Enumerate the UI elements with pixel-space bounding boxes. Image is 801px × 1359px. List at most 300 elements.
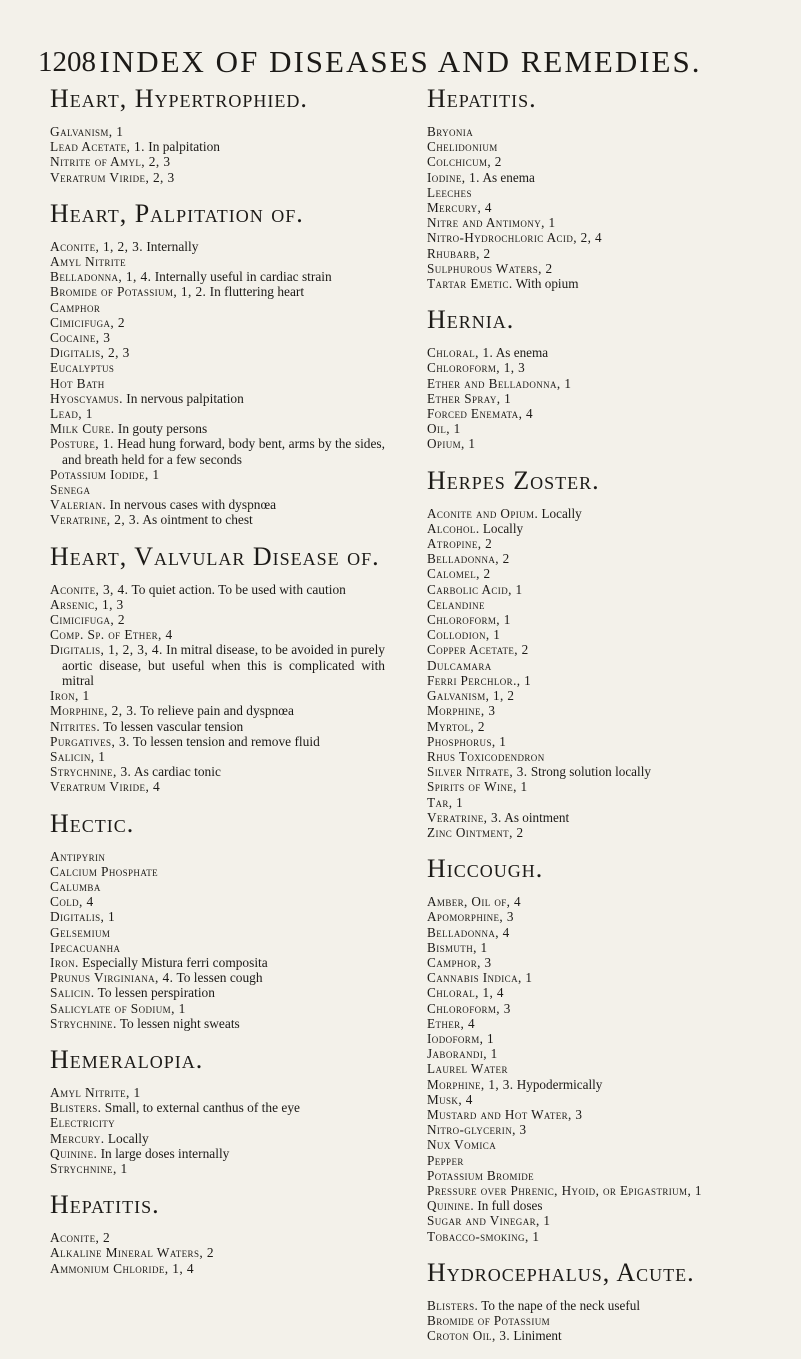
index-entry xyxy=(427,627,772,642)
remedy-name: Arsenic, 1, 3 xyxy=(50,596,124,612)
remedy-name: Gelsemium xyxy=(50,924,111,940)
remedy-name: Prunus Virginiana, 4. xyxy=(50,970,174,986)
index-entry xyxy=(427,985,772,1000)
remedy-note: In palpitation xyxy=(148,139,221,155)
remedy-name: Morphine, 2, 3. xyxy=(50,703,138,719)
index-entry xyxy=(427,719,772,734)
index-entry xyxy=(427,1031,772,1046)
remedy-name: Nux Vomica xyxy=(427,1137,497,1153)
index-entry xyxy=(50,376,385,391)
remedy-name: Belladonna, 4 xyxy=(427,924,510,940)
entry-list xyxy=(427,345,772,451)
index-entry xyxy=(427,597,772,612)
remedy-name: Bismuth, 1 xyxy=(427,939,488,955)
remedy-name: Aconite and Opium. xyxy=(427,505,539,521)
remedy-name: Iodine, 1. xyxy=(427,169,480,185)
index-entry xyxy=(427,909,772,924)
remedy-name: Potassium Iodide, 1 xyxy=(50,466,160,482)
remedy-name: Ether Spray, 1 xyxy=(427,390,512,406)
remedy-name: Ether and Belladonna, 1 xyxy=(427,375,572,391)
index-entry xyxy=(427,345,772,360)
index-entry xyxy=(427,551,772,566)
remedy-name: Croton Oil, 3. xyxy=(427,1328,511,1344)
page-number: 1208 xyxy=(38,46,96,78)
index-entry xyxy=(427,170,772,185)
index-entry xyxy=(50,1245,385,1260)
remedy-name: Lead Acetate, 1. xyxy=(50,139,145,155)
remedy-name: Spirits of Wine, 1 xyxy=(427,779,528,795)
index-entry xyxy=(50,642,385,688)
remedy-name: Hyoscyamus. xyxy=(50,390,123,406)
remedy-name: Pressure over Phrenic, Hyoid, or Epigastrium, 1 xyxy=(427,1182,702,1198)
index-entry xyxy=(427,1122,772,1137)
section-heading: Hepatitis. xyxy=(427,84,537,113)
remedy-name: Rhubarb, 2 xyxy=(427,245,491,261)
remedy-name: Bryonia xyxy=(427,124,474,139)
index-entry xyxy=(427,703,772,718)
index-entry xyxy=(50,627,385,642)
index-entry xyxy=(50,315,385,330)
index-entry xyxy=(50,879,385,894)
remedy-name: Cimicifuga, 2 xyxy=(50,314,126,330)
remedy-name: Laurel Water xyxy=(427,1061,508,1077)
remedy-note: In nervous palpitation xyxy=(126,390,244,406)
index-entry xyxy=(427,230,772,245)
remedy-note: Small, to external canthus of the eye xyxy=(104,1100,300,1116)
remedy-name: Blisters. xyxy=(427,1297,479,1313)
remedy-name: Amyl Nitrite, 1 xyxy=(50,1084,141,1100)
index-entry xyxy=(50,582,385,597)
remedy-note: To lessen night sweats xyxy=(119,1015,240,1031)
index-entry xyxy=(50,688,385,703)
remedy-note: In gouty persons xyxy=(117,421,208,437)
remedy-name: Chloral, 1, 4 xyxy=(427,985,504,1001)
remedy-name: Ether, 4 xyxy=(427,1015,475,1031)
entry-list xyxy=(50,239,385,528)
remedy-note: To quiet action. To be used with caution xyxy=(131,581,346,597)
remedy-name: Dulcamara xyxy=(427,657,492,673)
remedy-note: Locally xyxy=(482,520,524,536)
remedy-name: Digitalis, 1, 2, 3, 4. xyxy=(50,642,163,658)
index-entry xyxy=(50,421,385,436)
remedy-name: Atropine, 2 xyxy=(427,536,493,552)
index-entry xyxy=(427,795,772,810)
remedy-note: Internally useful in cardiac strain xyxy=(154,269,332,285)
index-entry xyxy=(50,955,385,970)
index-entry xyxy=(427,521,772,536)
left-column xyxy=(50,84,385,1290)
index-entry xyxy=(50,1115,385,1130)
index-entry xyxy=(50,779,385,794)
right-column xyxy=(427,84,772,1357)
remedy-name: Phosphorus, 1 xyxy=(427,733,507,749)
index-entry xyxy=(427,276,772,291)
index-entry xyxy=(50,1085,385,1100)
section-heading: Hernia. xyxy=(427,305,515,335)
remedy-name: Mercury, 4 xyxy=(427,200,492,216)
index-entry xyxy=(50,940,385,955)
remedy-name: Galvanism, 1 xyxy=(50,124,124,139)
index-entry xyxy=(427,376,772,391)
remedy-name: Calumba xyxy=(50,878,101,894)
remedy-note: Locally xyxy=(107,1130,149,1146)
section-hepatitis xyxy=(50,1190,385,1276)
section-heading: Heart, Hypertrophied. xyxy=(50,84,308,113)
remedy-name: Comp. Sp. of Ether, 4 xyxy=(50,627,173,643)
remedy-name: Quinine. xyxy=(427,1198,475,1214)
remedy-name: Strychnine, 1 xyxy=(50,1160,128,1176)
index-entry xyxy=(50,1161,385,1176)
index-entry xyxy=(50,139,385,154)
remedy-note: Head hung forward, body bent, arms by the sides, and breath held for a few seconds xyxy=(62,436,385,467)
entry-list xyxy=(50,1230,385,1276)
remedy-name: Chelidonium xyxy=(427,139,498,155)
remedy-name: Jaborandi, 1 xyxy=(427,1046,498,1062)
remedy-name: Colchicum, 2 xyxy=(427,154,502,170)
remedy-name: Bromide of Potassium xyxy=(427,1313,551,1328)
index-entry xyxy=(50,925,385,940)
remedy-name: Milk Cure. xyxy=(50,421,115,437)
index-entry xyxy=(427,734,772,749)
remedy-name: Ipecacuanha xyxy=(50,939,121,955)
index-entry xyxy=(427,940,772,955)
index-entry xyxy=(427,506,772,521)
index-entry xyxy=(50,391,385,406)
remedy-name: Zinc Ointment, 2 xyxy=(427,824,524,840)
index-entry xyxy=(50,124,385,139)
remedy-name: Posture, 1. xyxy=(50,436,114,452)
remedy-name: Ammonium Chloride, 1, 4 xyxy=(50,1260,194,1276)
remedy-name: Mustard and Hot Water, 3 xyxy=(427,1106,583,1122)
remedy-name: Nitrites. xyxy=(50,718,101,734)
remedy-name: Amyl Nitrite xyxy=(50,254,126,270)
remedy-name: Oil, 1 xyxy=(427,421,461,437)
index-entry xyxy=(427,1298,772,1313)
index-entry xyxy=(427,810,772,825)
remedy-name: Iron. xyxy=(50,954,79,970)
index-entry xyxy=(50,436,385,466)
index-entry xyxy=(427,1183,772,1198)
remedy-name: Copper Acetate, 2 xyxy=(427,642,529,658)
section-heading: Heart, Palpitation of. xyxy=(50,198,304,228)
index-entry xyxy=(50,512,385,527)
index-entry xyxy=(427,1077,772,1092)
remedy-note: As ointment to chest xyxy=(142,512,253,528)
index-entry xyxy=(50,406,385,421)
index-entry xyxy=(50,170,385,185)
remedy-name: Galvanism, 1, 2 xyxy=(427,688,515,704)
section-heading: Hemeralopia. xyxy=(50,1044,204,1074)
index-entry xyxy=(50,703,385,718)
index-entry xyxy=(427,673,772,688)
section-heading: Herpes Zoster. xyxy=(427,465,600,495)
remedy-name: Cannabis Indica, 1 xyxy=(427,970,533,986)
entry-list xyxy=(427,506,772,840)
index-entry xyxy=(427,688,772,703)
remedy-name: Potassium Bromide xyxy=(427,1167,535,1183)
remedy-note: As enema xyxy=(495,345,549,361)
remedy-note: To lessen vascular tension xyxy=(103,718,244,734)
remedy-name: Cimicifuga, 2 xyxy=(50,612,126,628)
section-hydrocephalus-acute xyxy=(427,1258,772,1344)
remedy-name: Nitro-Hydrochloric Acid, 2, 4 xyxy=(427,230,603,246)
remedy-note: In full doses xyxy=(477,1198,543,1214)
remedy-name: Belladonna, 2 xyxy=(427,551,510,567)
index-entry xyxy=(50,764,385,779)
index-entry xyxy=(50,239,385,254)
index-entry xyxy=(50,497,385,512)
index-entry xyxy=(427,1229,772,1244)
remedy-note: Locally xyxy=(541,505,582,521)
index-entry xyxy=(50,1001,385,1016)
remedy-name: Nitrite of Amyl, 2, 3 xyxy=(50,154,171,170)
remedy-name: Digitalis, 2, 3 xyxy=(50,345,130,361)
index-entry xyxy=(427,894,772,909)
remedy-name: Salicin. xyxy=(50,985,95,1001)
section-heading: Hiccough. xyxy=(427,854,544,884)
entry-list xyxy=(50,1085,385,1176)
index-entry xyxy=(427,1153,772,1168)
remedy-name: Valerian. xyxy=(50,497,107,513)
entry-list xyxy=(427,894,772,1244)
remedy-name: Veratrum Viride, 4 xyxy=(50,779,161,795)
remedy-name: Cold, 4 xyxy=(50,894,94,910)
section-hernia xyxy=(427,305,772,451)
page-header xyxy=(38,44,763,84)
remedy-name: Belladonna, 1, 4. xyxy=(50,269,152,285)
index-entry xyxy=(427,391,772,406)
index-entry xyxy=(50,1261,385,1276)
index-entry xyxy=(50,909,385,924)
remedy-note: Strong solution locally xyxy=(530,764,651,780)
section-heading: Hectic. xyxy=(50,808,135,838)
index-entry xyxy=(50,849,385,864)
remedy-name: Iodoform, 1 xyxy=(427,1030,494,1046)
remedy-note: As ointment xyxy=(504,809,570,825)
remedy-name: Rhus Toxicodendron xyxy=(427,748,545,764)
remedy-name: Opium, 1 xyxy=(427,436,476,452)
index-entry xyxy=(427,779,772,794)
remedy-note: Liniment xyxy=(513,1328,562,1344)
remedy-name: Forced Enemata, 4 xyxy=(427,406,533,422)
index-entry xyxy=(50,1131,385,1146)
index-entry xyxy=(427,261,772,276)
index-entry xyxy=(427,1328,772,1343)
index-entry xyxy=(427,421,772,436)
remedy-name: Nitre and Antimony, 1 xyxy=(427,215,556,231)
remedy-name: Sugar and Vinegar, 1 xyxy=(427,1213,551,1229)
index-entry xyxy=(50,300,385,315)
index-entry xyxy=(427,1092,772,1107)
remedy-name: Morphine, 1, 3. xyxy=(427,1076,514,1092)
entry-list xyxy=(50,582,385,795)
remedy-note: Especially Mistura ferri composita xyxy=(82,954,268,970)
index-entry xyxy=(427,1313,772,1328)
remedy-name: Veratrine, 3. xyxy=(427,809,502,825)
index-entry xyxy=(427,582,772,597)
section-hiccough xyxy=(427,854,772,1244)
index-entry xyxy=(427,612,772,627)
remedy-name: Blisters. xyxy=(50,1100,102,1116)
remedy-name: Calomel, 2 xyxy=(427,566,491,582)
index-entry xyxy=(50,1100,385,1115)
index-entry xyxy=(50,597,385,612)
remedy-note: With opium xyxy=(515,276,579,292)
remedy-name: Hot Bath xyxy=(50,375,105,391)
remedy-name: Iron, 1 xyxy=(50,688,90,704)
index-entry xyxy=(427,139,772,154)
remedy-name: Lead, 1 xyxy=(50,406,93,422)
remedy-name: Strychnine, 3. xyxy=(50,764,132,780)
index-entry xyxy=(50,482,385,497)
remedy-name: Veratrine, 2, 3. xyxy=(50,512,140,528)
index-entry xyxy=(427,658,772,673)
remedy-name: Mercury. xyxy=(50,1130,105,1146)
index-entry xyxy=(50,1146,385,1161)
remedy-name: Collodion, 1 xyxy=(427,627,501,643)
index-entry xyxy=(427,1137,772,1152)
section-heading: Hydrocephalus, Acute. xyxy=(427,1257,695,1287)
entry-list xyxy=(50,124,385,185)
remedy-name: Strychnine. xyxy=(50,1015,117,1031)
index-entry xyxy=(50,1016,385,1031)
section-heading: Heart, Valvular Disease of. xyxy=(50,541,380,571)
remedy-name: Ferri Perchlor., 1 xyxy=(427,672,532,688)
index-entry xyxy=(427,1213,772,1228)
remedy-name: Electricity xyxy=(50,1115,116,1131)
section-hemeralopia xyxy=(50,1045,385,1176)
index-entry xyxy=(50,254,385,269)
index-entry xyxy=(427,1061,772,1076)
index-entry xyxy=(427,642,772,657)
index-entry xyxy=(427,566,772,581)
index-entry xyxy=(427,764,772,779)
remedy-name: Bromide of Potassium, 1, 2. xyxy=(50,284,207,300)
remedy-note: In fluttering heart xyxy=(209,284,305,300)
entry-list xyxy=(427,1298,772,1344)
index-entry xyxy=(427,154,772,169)
remedy-name: Morphine, 3 xyxy=(427,703,496,719)
index-entry xyxy=(427,536,772,551)
entry-list xyxy=(50,849,385,1031)
running-title: INDEX OF DISEASES AND REMEDIES. xyxy=(99,44,702,79)
remedy-note: As cardiac tonic xyxy=(133,764,221,780)
index-entry xyxy=(50,985,385,1000)
remedy-name: Eucalyptus xyxy=(50,360,115,376)
index-entry xyxy=(427,1001,772,1016)
remedy-name: Silver Nitrate, 3. xyxy=(427,764,528,780)
remedy-name: Alcohol. xyxy=(427,520,480,536)
remedy-name: Tartar Emetic. xyxy=(427,276,513,292)
index-entry xyxy=(50,154,385,169)
index-entry xyxy=(427,955,772,970)
section-heart-palpitation-of xyxy=(50,199,385,528)
remedy-name: Aconite, 1, 2, 3. xyxy=(50,238,143,254)
index-entry xyxy=(50,864,385,879)
remedy-name: Aconite, 3, 4. xyxy=(50,581,129,597)
remedy-name: Salicin, 1 xyxy=(50,748,106,764)
remedy-note: To the nape of the neck useful xyxy=(481,1297,640,1313)
section-heart-hypertrophied xyxy=(50,84,385,185)
index-entry xyxy=(50,467,385,482)
remedy-name: Pepper xyxy=(427,1152,464,1168)
index-entry xyxy=(427,185,772,200)
remedy-name: Chloral, 1. xyxy=(427,345,494,361)
remedy-name: Salicylate of Sodium, 1 xyxy=(50,1000,186,1016)
remedy-note: Internally xyxy=(146,238,199,254)
index-entry xyxy=(427,406,772,421)
remedy-name: Musk, 4 xyxy=(427,1091,473,1107)
entry-list xyxy=(427,124,772,291)
remedy-note: In large doses internally xyxy=(100,1145,230,1161)
remedy-note: To lessen tension and remove fluid xyxy=(132,733,320,749)
remedy-note: To lessen perspiration xyxy=(97,985,215,1001)
index-entry xyxy=(50,970,385,985)
remedy-note: In mitral disease, to be avoided in purely aortic disease, but useful when this is complicated with mitral xyxy=(62,642,385,688)
index-entry xyxy=(50,269,385,284)
index-entry xyxy=(50,894,385,909)
remedy-note: Hypodermically xyxy=(516,1076,603,1092)
remedy-note: In nervous cases with dyspnœa xyxy=(109,497,277,513)
index-entry xyxy=(427,749,772,764)
section-herpes-zoster xyxy=(427,466,772,840)
remedy-name: Quinine. xyxy=(50,1145,98,1161)
remedy-name: Aconite, 2 xyxy=(50,1230,111,1246)
index-entry xyxy=(427,215,772,230)
remedy-name: Senega xyxy=(50,482,91,498)
remedy-name: Calcium Phosphate xyxy=(50,863,159,879)
remedy-name: Cocaine, 3 xyxy=(50,330,111,346)
index-entry xyxy=(50,612,385,627)
index-entry xyxy=(427,1016,772,1031)
remedy-name: Celandine xyxy=(427,596,485,612)
index-entry xyxy=(427,925,772,940)
remedy-name: Myrtol, 2 xyxy=(427,718,485,734)
remedy-name: Chloroform, 3 xyxy=(427,1000,511,1016)
index-entry xyxy=(427,360,772,375)
index-entry xyxy=(50,734,385,749)
remedy-name: Apomorphine, 3 xyxy=(427,909,514,925)
remedy-name: Digitalis, 1 xyxy=(50,909,116,925)
index-entry xyxy=(50,749,385,764)
index-entry xyxy=(427,1107,772,1122)
index-entry xyxy=(427,246,772,261)
index-entry xyxy=(50,330,385,345)
remedy-name: Carbolic Acid, 1 xyxy=(427,581,523,597)
index-entry xyxy=(50,284,385,299)
remedy-name: Chloroform, 1 xyxy=(427,612,511,628)
remedy-name: Nitro-glycerin, 3 xyxy=(427,1122,527,1138)
remedy-name: Alkaline Mineral Waters, 2 xyxy=(50,1245,214,1261)
index-entry xyxy=(427,124,772,139)
remedy-name: Camphor, 3 xyxy=(427,954,492,970)
index-entry xyxy=(427,436,772,451)
remedy-name: Tar, 1 xyxy=(427,794,464,810)
section-heart-valvular-disease-of xyxy=(50,542,385,795)
section-hectic xyxy=(50,809,385,1031)
remedy-name: Sulphurous Waters, 2 xyxy=(427,260,553,276)
index-entry xyxy=(50,360,385,375)
index-entry xyxy=(50,719,385,734)
index-entry xyxy=(50,1230,385,1245)
index-entry xyxy=(427,1046,772,1061)
index-entry xyxy=(427,970,772,985)
section-heading: Hepatitis. xyxy=(50,1190,160,1220)
index-entry xyxy=(427,1198,772,1213)
remedy-name: Veratrum Viride, 2, 3 xyxy=(50,169,175,185)
remedy-note: As enema xyxy=(482,169,535,185)
remedy-name: Leeches xyxy=(427,184,472,200)
